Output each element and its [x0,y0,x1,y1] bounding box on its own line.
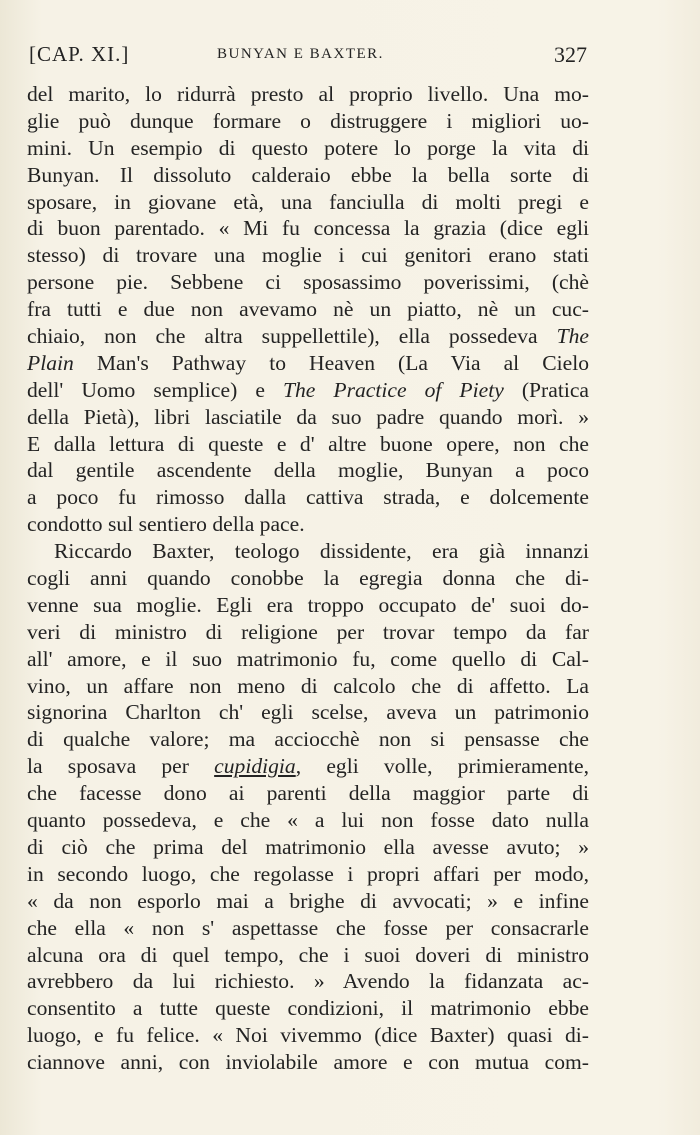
text-line: della Pietà), libri lasciatile da suo padre quando morì. » [27,404,589,429]
text-line: di buon parentado. « Mi fu concessa la grazia (dice egli [27,216,589,241]
text-line: ciannove anni, con inviolabile amore e con mutua com- [27,1050,589,1075]
text-line: all' amore, e il suo matrimonio fu, come quello di Cal- [27,646,589,671]
text-line: del marito, lo ridurrà presto al proprio livello. Una mo- [27,82,589,106]
text-line: avrebbero da lui richiesto. » Avendo la fidanzata ac- [27,969,589,994]
text-line: alcuna ora di quel tempo, che i suoi doveri di ministro [27,942,589,967]
text-line: veri di ministro di religione per trovar tempo da far [27,619,589,644]
italic-word: cupidigia [214,754,296,779]
italic-title: Plain [27,350,74,375]
text-line: che ella « non s' aspettasse che fosse per consacrarle [27,915,589,940]
text-line: sposare, in giovane età, una fanciulla di molti pregi e [27,189,589,214]
text-line: dal gentile ascendente della moglie, Bunyan a poco [27,458,589,483]
text-line: signorina Charlton ch' egli scelse, aveva un patrimonio [27,700,589,725]
text-line: « da non esporlo mai a brighe di avvocati; » e infine [27,888,589,913]
text-line: dell' Uomo semplice) e The Practice of Piety (Pratica [27,377,589,402]
text-line: persone pie. Sebbene ci sposassimo poverissimi, (chè [27,270,589,295]
text-line: glie può dunque formare o distruggere i migliori uo- [27,108,589,133]
text-line: fra tutti e due non avevamo nè un piatto, nè un cuc- [27,297,589,322]
text-line: Riccardo Baxter, teologo dissidente, era già innanzi [54,539,589,564]
text-line: Plain Man's Pathway to Heaven (La Via al Cielo [27,350,590,375]
text-line: venne sua moglie. Egli era troppo occupato de' suoi do- [27,592,589,617]
text-line: in secondo luogo, che regolasse i propri affari per modo, [27,861,589,886]
text-line: E dalla lettura di queste e d' altre buone opere, non che [27,431,589,456]
text-line: vino, un affare non meno di calcolo che di affetto. La [27,673,589,698]
page-number: 327 [554,42,587,67]
text-line: condotto sul sentiero della pace. [27,512,305,537]
text-line: mini. Un esempio di questo potere lo porge la vita di [27,135,589,160]
body-text [27,81,589,1076]
italic-title: The Practice of Piety [282,377,504,402]
text-line: chiaio, non che altra suppellettile), ella possedeva The [27,324,589,349]
text-line: consentito a tutte queste condizioni, il matrimonio ebbe [27,996,589,1021]
text-line: stesso) di trovare una moglie i cui genitori erano stati [27,243,589,268]
text-line: di qualche valore; ma acciocchè non si pensasse che [27,727,589,752]
text-line: luogo, e fu felice. « Noi vivemmo (dice Baxter) quasi di- [27,1023,589,1048]
text-line: che facesse dono ai parenti della maggior parte di [27,781,589,806]
text-line: di ciò che prima del matrimonio ella avesse avuto; » [27,834,589,859]
text-line: Bunyan. Il dissoluto calderaio ebbe la bella sorte di [27,162,589,187]
running-title: BUNYAN E BAXTER. [217,46,384,62]
text-line: cogli anni quando conobbe la egregia donna che di- [27,566,589,591]
running-head [29,42,587,72]
text-line: quanto possedeva, e che « a lui non fosse dato nulla [27,808,589,833]
text-line: la sposava per cupidigia, egli volle, primieramente, [27,754,589,779]
italic-title: The [556,324,589,349]
text-line: a poco fu rimosso dalla cattiva strada, e dolcemente [27,485,589,510]
chapter-label: [CAP. XI.] [29,42,130,66]
